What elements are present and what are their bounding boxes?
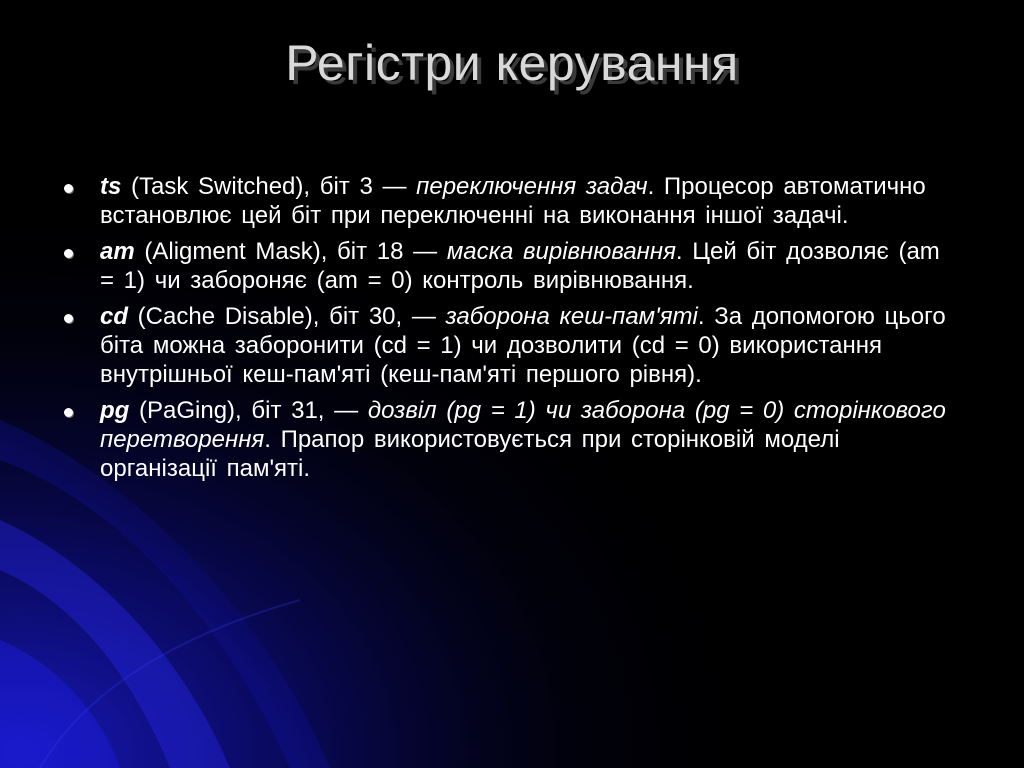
bit-explanation: . За допомогою цього біта можна заборонити (cd = 1) чи дозволити (cd = 0) використання внутрішньої кеш-пам'яті (кеш-пам'яті першого рівня). — [100, 303, 946, 388]
slide-title: Регістри керування — [285, 35, 739, 91]
bit-explanation: . Цей біт дозволяє (am = 1) чи забороняє (am = 0) контроль вирівнювання. — [100, 238, 940, 294]
bit-explanation: . Процесор автоматично встановлює цей біт при переключенні на виконання іншої задачі. — [100, 173, 926, 229]
bullet-item-ts — [62, 172, 962, 230]
bit-description: (Aligment Mask), біт 18 — — [134, 238, 447, 265]
bit-term: маска вирівнювання — [446, 238, 676, 265]
bit-explanation: . Прапор використовується при сторінковій моделі організації пам'яті. — [100, 426, 840, 482]
bit-name: am — [100, 238, 135, 265]
bullet-item-cd — [62, 302, 962, 389]
bullet-list — [62, 172, 962, 490]
bullet-icon — [64, 184, 73, 193]
bit-description: (Task Switched), біт 3 — — [121, 173, 417, 200]
bullet-item-am — [62, 237, 962, 295]
bit-term: переключення задач — [416, 173, 648, 200]
bullet-icon — [64, 314, 73, 323]
bit-term: заборона кеш-пам'яті — [445, 303, 698, 330]
bit-term: дозвіл (pg = 1) чи заборона (pg = 0) сторінкового перетворення — [100, 397, 946, 453]
bit-name: pg — [100, 397, 130, 424]
bit-description: (PaGing), біт 31, — — [129, 397, 368, 424]
bit-name: ts — [100, 173, 122, 200]
bit-description: (Cache Disable), біт 30, — — [128, 303, 446, 330]
bullet-item-pg — [62, 396, 962, 483]
bit-name: cd — [100, 303, 129, 330]
bullet-icon — [64, 249, 73, 258]
bullet-icon — [64, 408, 73, 417]
